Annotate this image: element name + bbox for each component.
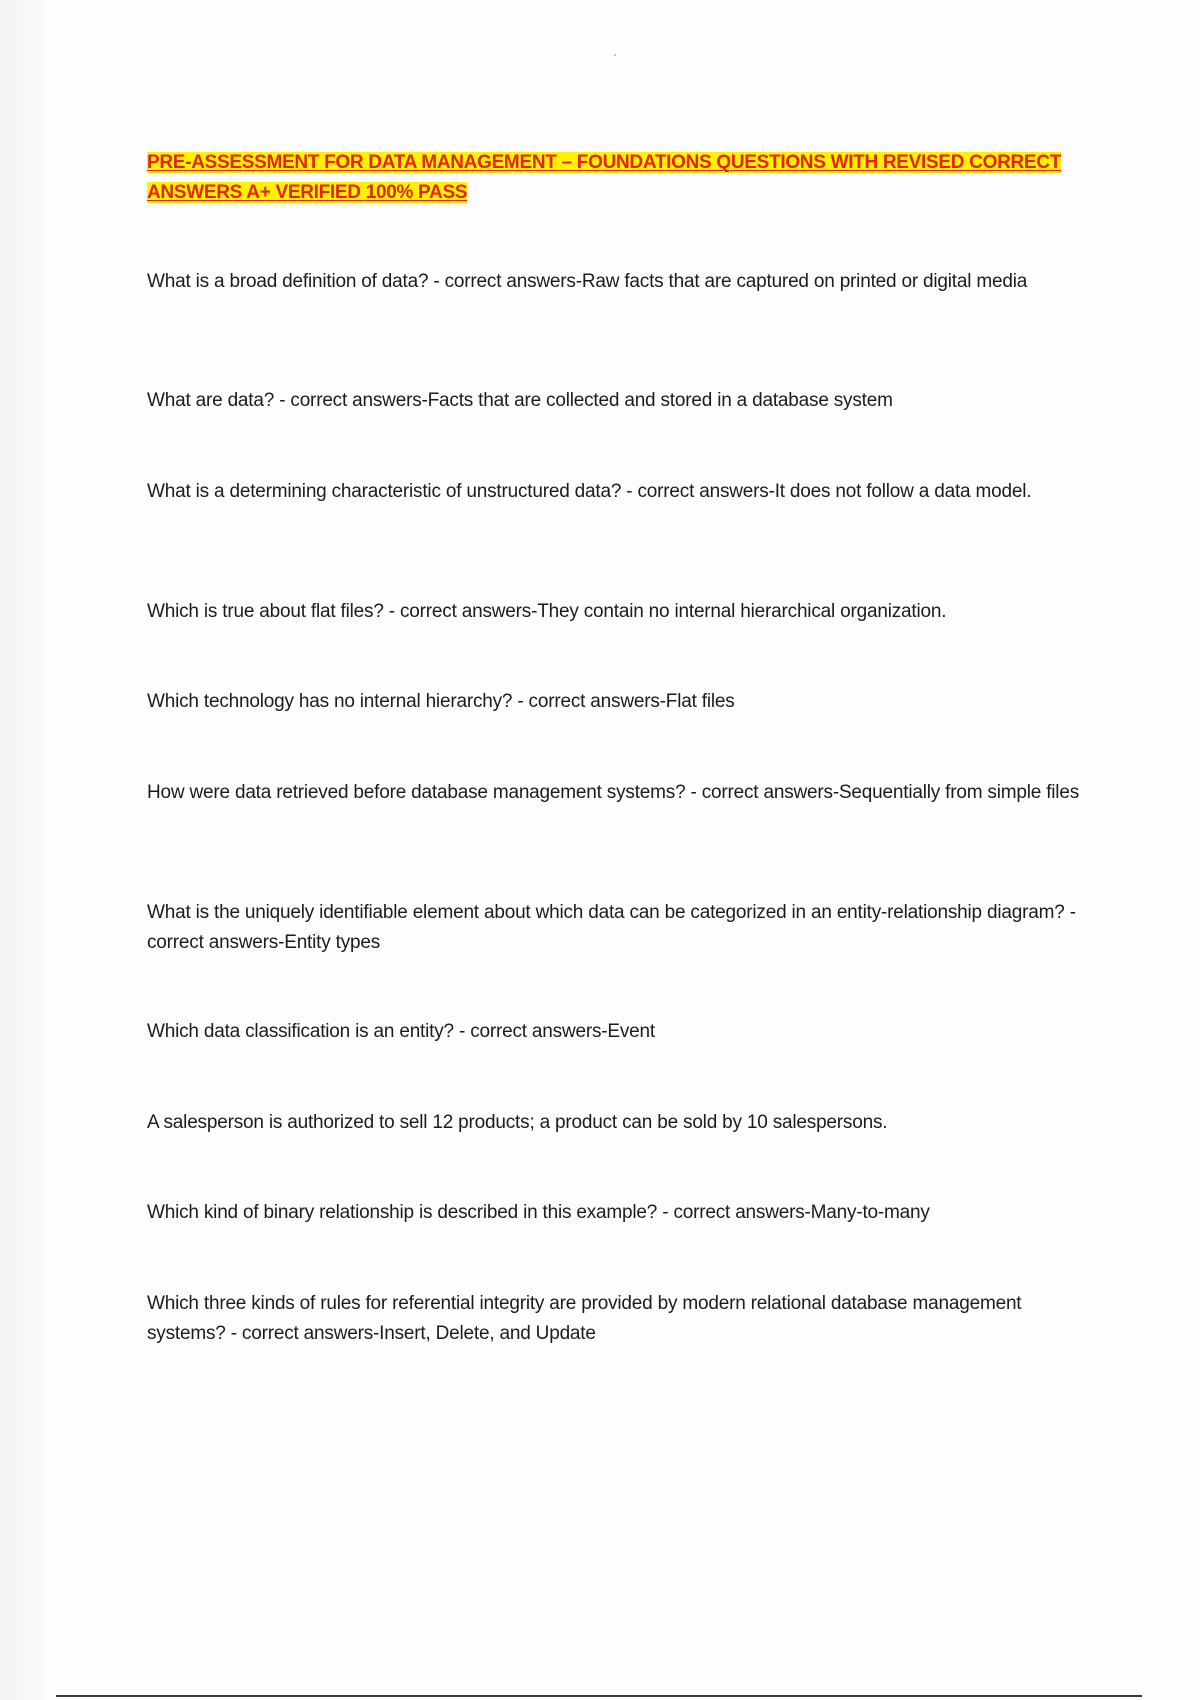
qa-item-10: Which kind of binary relationship is described in this example? - correct answers-Many-to-many: [147, 1202, 930, 1223]
qa-item-9: A salesperson is authorized to sell 12 products; a product can be sold by 10 salespersons.: [147, 1112, 888, 1133]
qa-item-8: Which data classification is an entity? - correct answers-Event: [147, 1021, 655, 1042]
qa-item-1: What is a broad definition of data? - correct answers-Raw facts that are captured on printed or digital media: [147, 271, 1028, 292]
page-bottom-rule: [56, 1695, 1142, 1697]
qa-item-7: What is the uniquely identifiable element about which data can be categorized in an entity-relationship diagram? - correct answers-Entity types: [147, 902, 1076, 953]
qa-item-3: What is a determining characteristic of unstructured data? - correct answers-It does not follow a data model.: [147, 481, 1032, 502]
qa-item-6: How were data retrieved before database management systems? - correct answers-Sequentially from simple files: [147, 782, 1079, 803]
scan-speck: [614, 54, 616, 56]
document-title-text: PRE-ASSESSMENT FOR DATA MANAGEMENT – FOUNDATIONS QUESTIONS WITH REVISED CORRECT ANSWERS A+ VERIFIED 100% PASS: [147, 152, 1062, 203]
scan-edge: [0, 0, 46, 1700]
qa-item-2: What are data? - correct answers-Facts that are collected and stored in a database system: [147, 390, 893, 411]
qa-item-4: Which is true about flat files? - correct answers-They contain no internal hierarchical organization.: [147, 601, 947, 622]
document-title: [147, 148, 1077, 208]
qa-item-5: Which technology has no internal hierarchy? - correct answers-Flat files: [147, 691, 735, 712]
qa-item-11: Which three kinds of rules for referential integrity are provided by modern relational database management systems? - correct answers-Insert, Delete, and Update: [147, 1293, 1022, 1344]
